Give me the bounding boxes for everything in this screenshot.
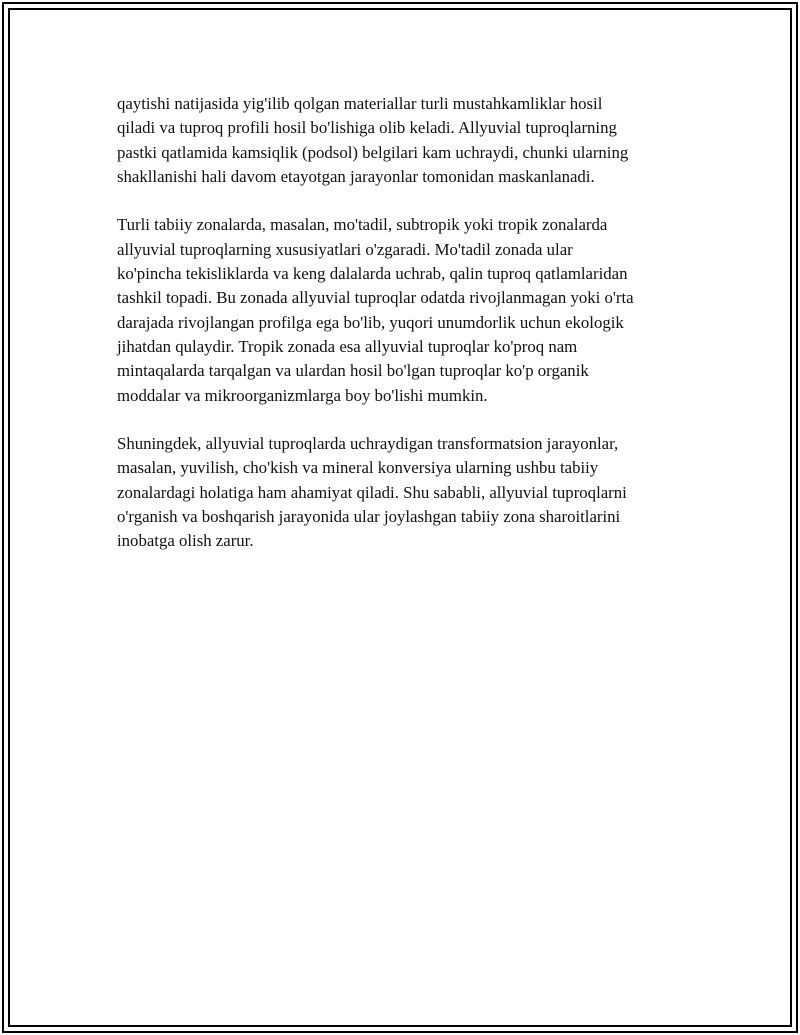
text-line: Shuningdek, allyuvial tuproqlarda uchraydigan transformatsion jarayonlar, xyxy=(117,434,619,454)
text-line: qaytishi natijasida yig'ilib qolgan materiallar turli mustahkamliklar hosil xyxy=(117,94,603,113)
paragraph-1 xyxy=(117,92,687,189)
text-line: masalan, yuvilish, cho'kish va mineral konversiya ularning ushbu tabiiy xyxy=(117,458,599,478)
text-line: darajada rivojlangan profilga ega bo'lib, yuqori unumdorlik uchun ekologik xyxy=(117,312,624,332)
paragraph-2 xyxy=(117,213,687,407)
text-line: ko'pincha tekisliklarda va keng dalalarda uchrab, qalin tuproq qatlamlaridan xyxy=(117,264,628,284)
text-line: pastki qatlamida kamsiqlik (podsol) belgilari kam uchraydi, chunki ularning xyxy=(117,142,629,162)
text-line: Turli tabiiy zonalarda, masalan, mo'tadil, subtropik yoki tropik zonalarda xyxy=(117,215,608,235)
document-body xyxy=(117,92,687,578)
text-line: tashkil topadi. Bu zonada allyuvial tuproqlar odatda rivojlanmagan yoki o'rta xyxy=(117,288,634,308)
text-line: mintaqalarda tarqalgan va ulardan hosil bo'lgan tuproqlar ko'p organik xyxy=(117,361,589,381)
text-line: qiladi va tuproq profili hosil bo'lishiga olib keladi. Allyuvial tuproqlarning xyxy=(117,118,617,138)
text-line: shakllanishi hali davom etayotgan jarayonlar tomonidan maskanlanadi. xyxy=(117,166,595,186)
text-line: o'rganish va boshqarish jarayonida ular joylashgan tabiiy zona sharoitlarini xyxy=(117,507,621,527)
paragraph-3 xyxy=(117,432,687,553)
text-line: allyuvial tuproqlarning xususiyatlari o'zgaradi. Mo'tadil zonada ular xyxy=(117,239,573,259)
text-line: zonalardagi holatiga ham ahamiyat qiladi. Shu sababli, allyuvial tuproqlarni xyxy=(117,482,627,502)
text-line: inobatga olish zarur. xyxy=(117,531,254,551)
text-line: moddalar va mikroorganizmlarga boy bo'lishi mumkin. xyxy=(117,385,488,405)
text-line: jihatdan qulaydir. Tropik zonada esa allyuvial tuproqlar ko'proq nam xyxy=(117,336,578,356)
